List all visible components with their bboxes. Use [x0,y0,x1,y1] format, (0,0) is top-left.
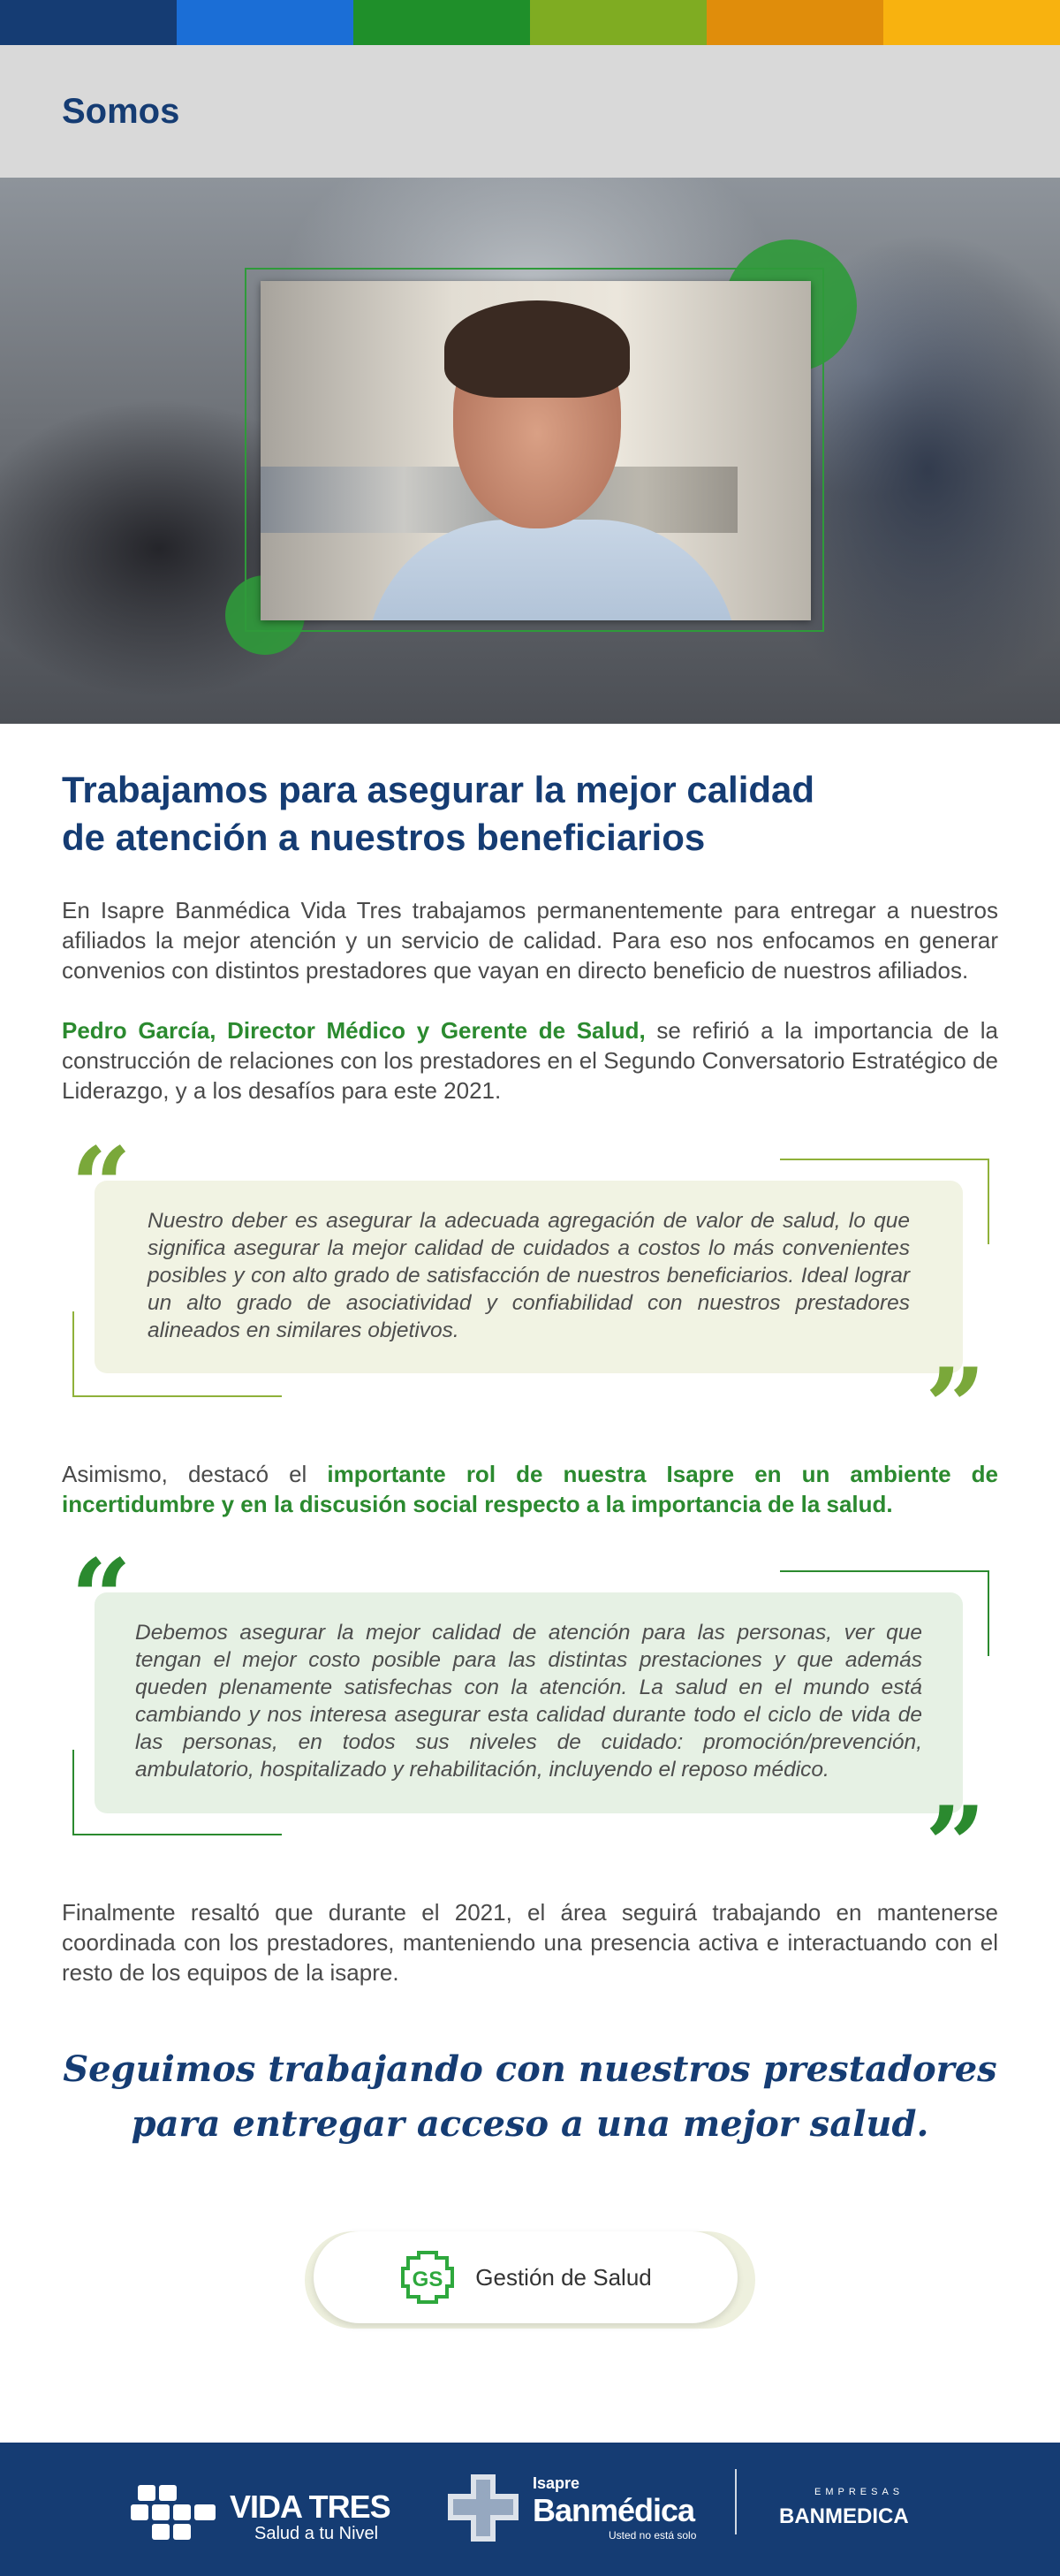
stripe-orange [707,0,883,45]
gestion-salud-button[interactable] [314,2231,738,2323]
highlight-text: importante rol de nuestra Isapre en un ambiente de incertidumbre y en la discusión social respecto a la importancia de la salud. [62,1461,998,1517]
banmedica-prefix: Isapre [533,2474,580,2492]
slogan: Seguimos trabajando con nuestros prestadores para entregar acceso a una mejor salud. [63,2048,997,2145]
gestion-salud-tag [305,2231,755,2329]
stripe-green [353,0,530,45]
vidatres-tagline: Salud a tu Nivel [254,2524,379,2543]
banmedica-name: Banmédica [533,2492,695,2528]
empresas-name: BANMEDICA [779,2504,909,2528]
close-quote-icon: ” [924,1783,986,1908]
stripe-lime [530,0,707,45]
vidatres-mark-icon [131,2485,216,2540]
footer [0,2443,1060,2576]
article-title: Trabajamos para asegurar la mejor calidad de atención a nuestros beneficiarios [62,769,815,858]
brand-color-stripe [0,0,1060,45]
section-title: Somos [62,91,180,131]
stripe-blue [177,0,353,45]
highlight-paragraph: Asimismo, destacó el importante rol de nuestra Isapre en un ambiente de incertidumbre y en la discusión social respecto a la importancia de la salud. [62,1461,998,1517]
article-body [0,766,1060,2329]
section-header [0,45,1060,178]
banmedica-tagline: Usted no está solo [609,2529,697,2542]
quote-block-1 [62,1124,998,1470]
open-quote-icon: “ [71,1536,132,1660]
svg-text:GS: GS [412,2268,443,2291]
stripe-yellow [883,0,1060,45]
hero-image [0,178,1060,724]
quote-text: Debemos asegurar la mejor calidad de atención para las personas, ver que tengan el mejor costo posible para las distintas prestaciones y que además queden plenamente satisfechas con la atención. La salud en el mundo está cambiando y nos interesa asegurar esta calidad durante todo el ciclo de vida de las personas, en todos sus niveles de cuidado: promoción/prevención, ambulatorio, hospitalizado y rehabilitación, incluyendo el reposo médico. [135,1621,922,1782]
intro-paragraph: En Isapre Banmédica Vida Tres trabajamos permanentemente para entregar a nuestros afiliados la mejor atención y un servicio de calidad. Para eso nos enfocamos en generar convenios con distintos prestadores que vayan en directo beneficio de nuestros afiliados. [62,897,998,984]
quote-text: Nuestro deber es asegurar la adecuada agregación de valor de salud, lo que significa asegurar la mejor calidad de cuidados a costos lo más convenientes posibles y con alto grado de satisfacción de nuestros beneficiarios. Ideal lograr un alto grado de asociatividad y confiabilidad con nuestros prestadores alineados en similares objetivos. [148,1209,910,1342]
quote-block-2 [62,1536,998,1908]
gestion-salud-icon [399,2249,456,2306]
footer-divider [735,2469,737,2534]
vidatres-name: VIDA TRES [230,2489,390,2525]
speaker-paragraph: Pedro García, Director Médico y Gerente de Salud, se refirió a la importancia de la construcción de relaciones con los prestadores en el Segundo Conversatorio Estratégico de Liderazgo, y a los desafíos para este 2021. [62,1017,998,1104]
speaker-name: Pedro García, Director Médico y Gerente de Salud, [62,1017,646,1044]
closing-paragraph: Finalmente resaltó que durante el 2021, el área seguirá trabajando en mantenerse coordinada con los prestadores, manteniendo una presencia activa e interactuando con el resto de los equipos de la isapre. [62,1899,998,1986]
banmedica-mark-icon [444,2471,522,2545]
stripe-navy [0,0,177,45]
video-call-portrait [261,281,811,620]
empresas-banmedica-logo[interactable] [768,2487,936,2540]
close-quote-icon: ” [924,1345,986,1470]
quote-box [95,1592,963,1813]
quote-box [95,1181,963,1373]
vidatres-logo[interactable] [131,2483,431,2545]
banmedica-logo[interactable] [444,2469,709,2549]
empresas-label: EMPRESAS [814,2487,905,2497]
open-quote-icon: “ [71,1124,132,1249]
gestion-salud-label: Gestión de Salud [475,2263,652,2291]
